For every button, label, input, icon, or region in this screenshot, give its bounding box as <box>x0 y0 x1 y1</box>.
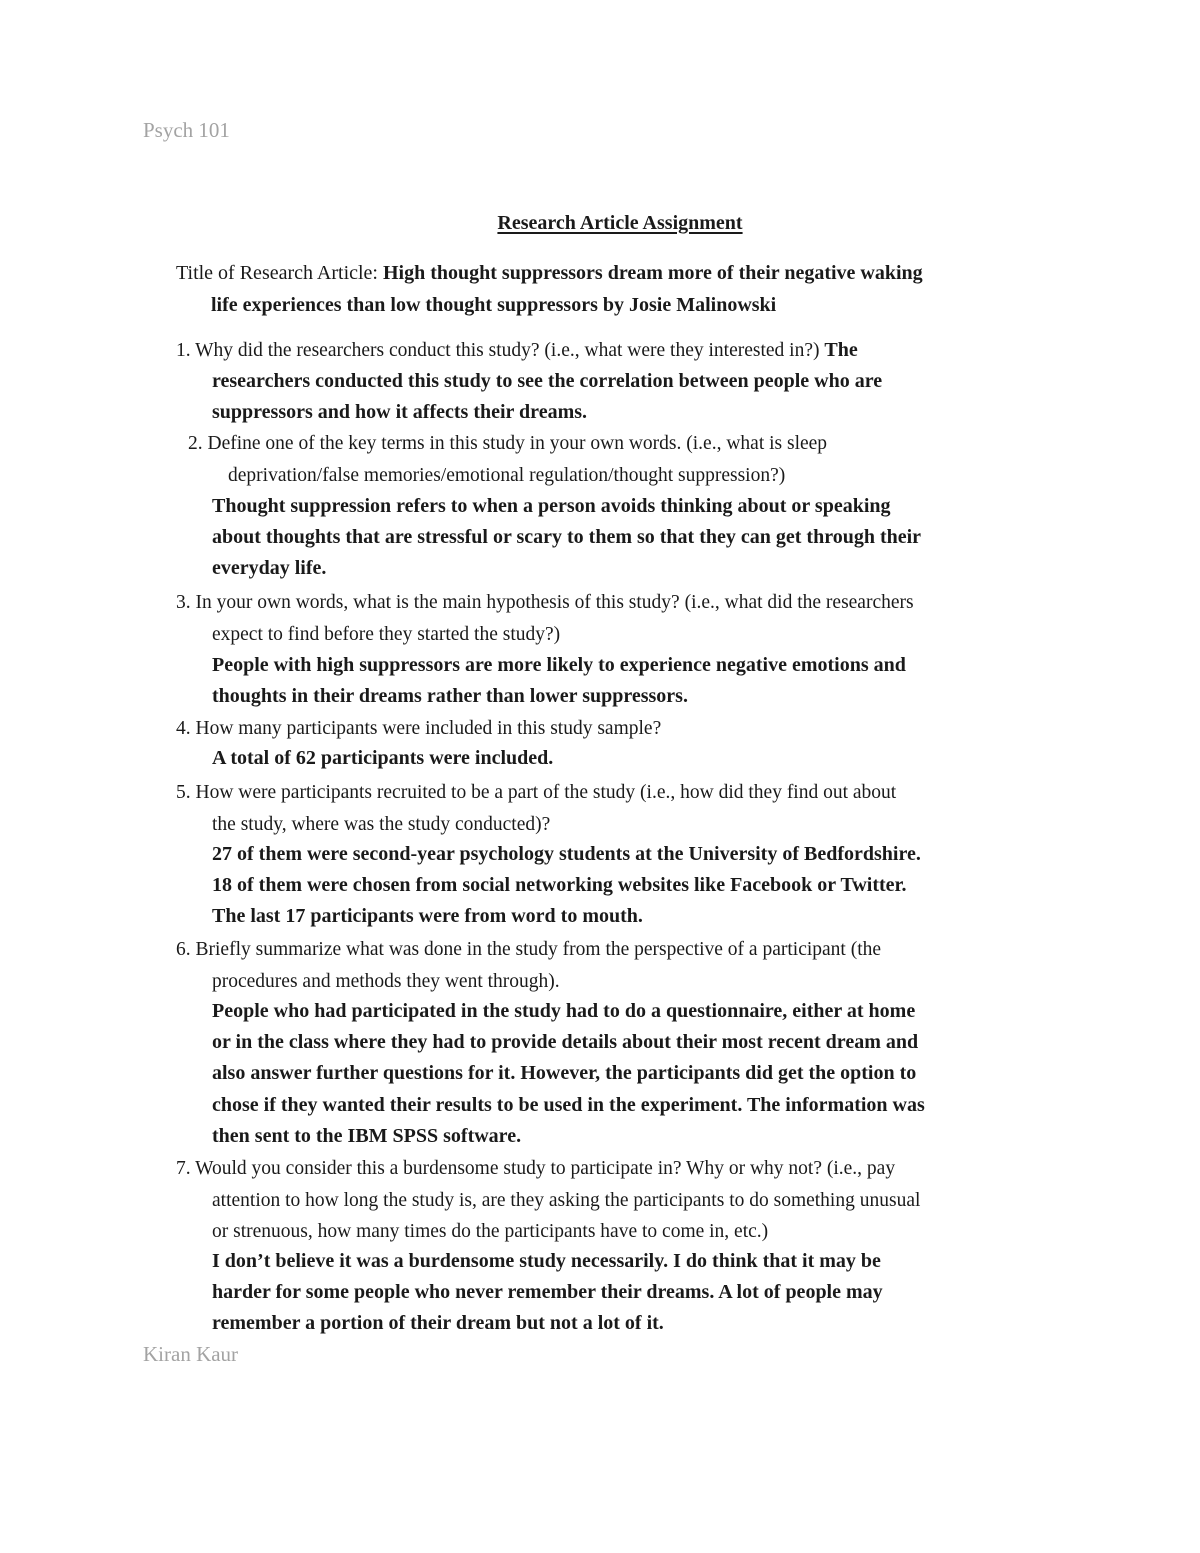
answer-7 <box>212 1246 883 1340</box>
question-3 <box>176 587 914 650</box>
question-text: Would you consider this a burdensome study to participate in? Why or why not? (i.e., pay <box>195 1158 896 1179</box>
question-number: 3. <box>176 592 191 613</box>
answer-line: researchers conducted this study to see the correlation between people who are <box>212 370 883 392</box>
question-6 <box>176 934 881 997</box>
question-text-cont: expect to find before they started the study?) <box>212 623 561 645</box>
answer-line: chose if they wanted their results to be used in the experiment. The information was <box>212 1093 925 1116</box>
answer-line: also answer further questions for it. However, the participants did get the option to <box>212 1062 917 1085</box>
article-title-label: Title of Research Article: <box>176 262 378 284</box>
question-text: Why did the researchers conduct this study? (i.e., what were they interested in?) <box>195 340 820 361</box>
answer-line: thoughts in their dreams rather than lower suppressors. <box>212 685 688 708</box>
answer-line: remember a portion of their dream but not a lot of it. <box>212 1312 664 1335</box>
question-5 <box>176 777 896 840</box>
question-text-cont: deprivation/false memories/emotional regulation/thought suppression?) <box>228 464 786 486</box>
answer-line: about thoughts that are stressful or scary to them so that they can get through their <box>212 526 922 549</box>
answer-line: A total of 62 participants were included. <box>212 747 554 769</box>
answer-6 <box>212 996 925 1152</box>
answer-line: then sent to the IBM SPSS software. <box>212 1124 522 1147</box>
answer-line: People who had participated in the study had to do a questionnaire, either at home <box>212 1000 916 1022</box>
question-text-cont: attention to how long the study is, are they asking the participants to do something unusual <box>212 1189 921 1211</box>
question-number: 4. <box>176 718 191 739</box>
answer-3 <box>212 650 906 712</box>
question-text: Define one of the key terms in this study in your own words. (i.e., what is sleep <box>207 433 828 454</box>
question-1 <box>176 335 858 367</box>
question-number: 1. <box>176 340 191 361</box>
question-number: 6. <box>176 939 191 960</box>
answer-2 <box>212 491 921 585</box>
question-text: How were participants recruited to be a part of the study (i.e., how did they find out about <box>195 782 897 803</box>
answer-inline: The <box>824 339 858 361</box>
answer-line: suppressors and how it affects their dreams. <box>212 401 588 424</box>
answer-5 <box>212 839 921 933</box>
document-title: Research Article Assignment <box>497 212 743 234</box>
question-text: How many participants were included in this study sample? <box>195 718 662 739</box>
answer-1 <box>212 366 882 428</box>
answer-line: Thought suppression refers to when a person avoids thinking about or speaking <box>212 495 891 517</box>
question-number: 2. <box>188 433 203 454</box>
article-title-line1: High thought suppressors dream more of their negative waking <box>383 262 923 284</box>
answer-line: 27 of them were second-year psychology students at the University of Bedfordshire. <box>212 843 921 865</box>
question-number: 5. <box>176 782 191 803</box>
question-7 <box>176 1153 920 1248</box>
question-number: 7. <box>176 1158 191 1179</box>
answer-line: People with high suppressors are more likely to experience negative emotions and <box>212 654 906 676</box>
question-text-cont: procedures and methods they went through). <box>212 970 560 992</box>
question-text-cont: the study, where was the study conducted)? <box>212 813 551 835</box>
answer-line: The last 17 participants were from word to mouth. <box>212 905 643 928</box>
answer-line: I don’t believe it was a burdensome study necessarily. I do think that it may be <box>212 1250 881 1272</box>
answer-line: or in the class where they had to provide details about their most recent dream and <box>212 1031 919 1054</box>
answer-line: 18 of them were chosen from social networking websites like Facebook or Twitter. <box>212 874 907 897</box>
article-title-line2: life experiences than low thought suppressors by Josie Malinowski <box>211 293 777 316</box>
answer-line: harder for some people who never remember their dreams. A lot of people may <box>212 1281 883 1304</box>
answer-line: everyday life. <box>212 557 327 580</box>
header-course: Psych 101 <box>143 118 230 142</box>
question-text: Briefly summarize what was done in the study from the perspective of a participant (the <box>195 939 882 960</box>
answer-4 <box>212 743 553 774</box>
footer-author: Kiran Kaur <box>143 1342 239 1366</box>
question-4 <box>176 713 661 745</box>
question-text: In your own words, what is the main hypothesis of this study? (i.e., what did the researchers <box>195 592 914 613</box>
article-title-block <box>176 258 1076 321</box>
question-text-cont: or strenuous, how many times do the participants have to come in, etc.) <box>212 1221 769 1242</box>
question-2 <box>188 428 827 491</box>
